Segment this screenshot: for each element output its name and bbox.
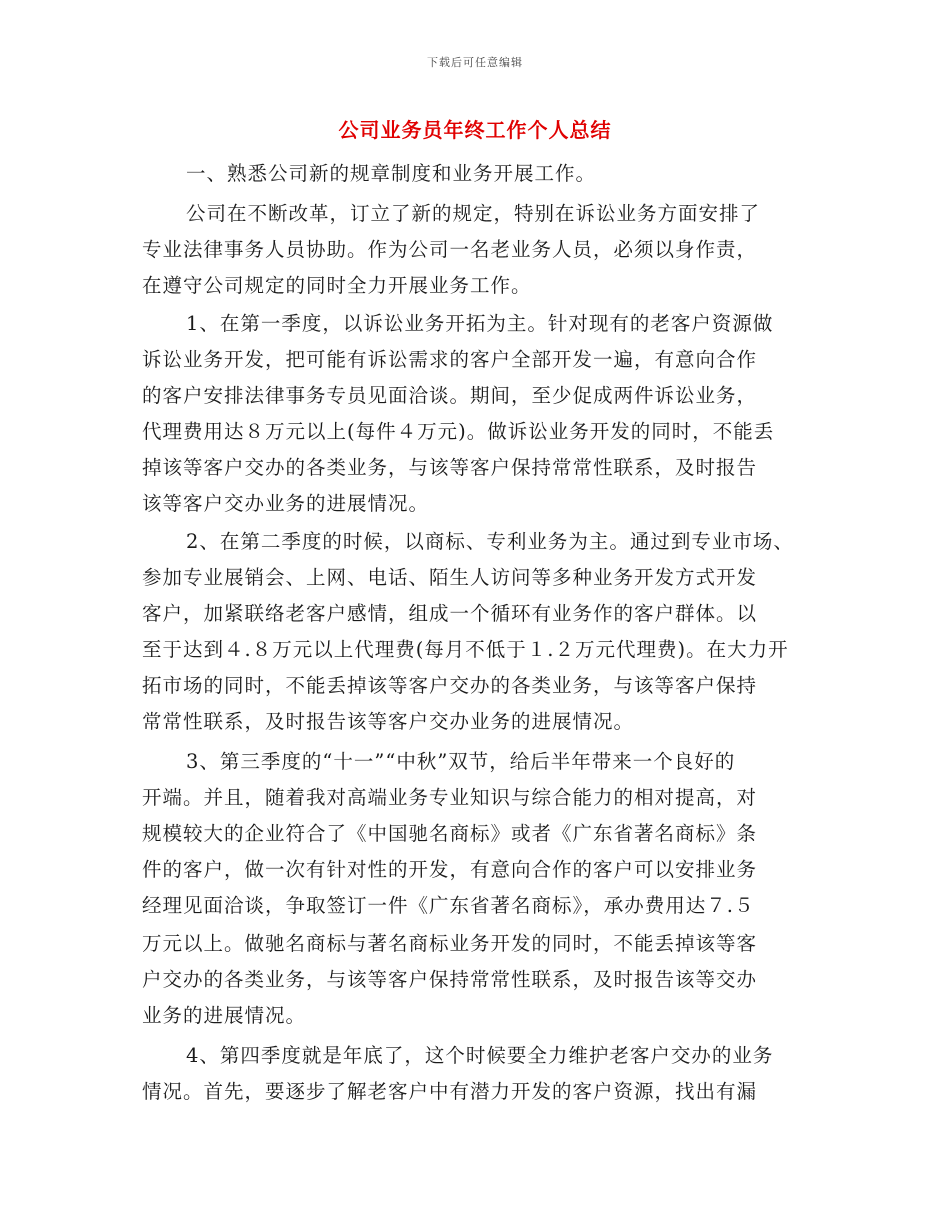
body-line: 拓市场的同时，不能丢掉该等客户交办的各类业务，与该等客户保持 [142, 674, 758, 697]
body-line: 开端。并且，随着我对高端业务专业知识与综合能力的相对提高，对 [142, 786, 758, 809]
body-line: 客户，加紧联络老客户感情，组成一个循环有业务作的客户群体。以 [142, 602, 758, 625]
body-line: 户交办的各类业务，与该等客户保持常常性联系，及时报告该等交办 [142, 968, 758, 991]
body-line: 诉讼业务开发，把可能有诉讼需求的客户全部开发一遍，有意向合作 [142, 348, 758, 371]
body-line: 在遵守公司规定的同时全力开展业务工作。 [142, 274, 532, 297]
body-line: 3、第三季度的“十一”“中秋”双节，给后半年带来一个良好的 [186, 750, 736, 773]
body-line: 经理见面洽谈，争取签订一件《广东省著名商标》，承办费用达７.５ [142, 894, 755, 917]
body-line: 万元以上。做驰名商标与著名商标业务开发的同时，不能丢掉该等客 [142, 932, 758, 955]
page-header: 下载后可任意编辑 [427, 56, 523, 69]
document-title: 公司业务员年终工作个人总结 [338, 118, 612, 142]
body-line: 2、在第二季度的时候，以商标、专利业务为主。通过到专业市场、 [186, 530, 794, 553]
section-heading: 一、熟悉公司新的规章制度和业务开展工作。 [186, 162, 597, 185]
body-line: 件的客户，做一次有针对性的开发，有意向合作的客户可以安排业务 [142, 858, 758, 881]
body-line: 至于达到４.８万元以上代理费(每月不低于１.２万元代理费)。在大力开 [142, 638, 789, 661]
body-line: 代理费用达８万元以上(每件４万元)。做诉讼业务开发的同时，不能丢 [142, 420, 775, 443]
body-line: 专业法律事务人员协助。作为公司一名老业务人员，必须以身作责， [142, 238, 758, 261]
body-line: 4、第四季度就是年底了，这个时候要全力维护老客户交办的业务 [186, 1044, 774, 1067]
body-line: 业务的进展情况。 [142, 1004, 307, 1027]
body-line: 的客户安排法律事务专员见面洽谈。期间，至少促成两件诉讼业务， [142, 384, 758, 407]
body-line: 该等客户交办业务的进展情况。 [142, 492, 430, 515]
body-line: 掉该等客户交办的各类业务，与该等客户保持常常性联系，及时报告 [142, 456, 758, 479]
body-line: 公司在不断改革，订立了新的规定，特别在诉讼业务方面安排了 [186, 202, 761, 225]
body-line: 情况。首先，要逐步了解老客户中有潜力开发的客户资源，找出有漏 [142, 1080, 758, 1103]
body-line: 规模较大的企业符合了《中国驰名商标》或者《广东省著名商标》条 [142, 822, 758, 845]
body-line: 常常性联系，及时报告该等客户交办业务的进展情况。 [142, 710, 635, 733]
body-line: 参加专业展销会、上网、电话、陌生人访问等多种业务开发方式开发 [142, 566, 758, 589]
body-line: 1、在第一季度，以诉讼业务开拓为主。针对现有的老客户资源做 [186, 312, 774, 335]
